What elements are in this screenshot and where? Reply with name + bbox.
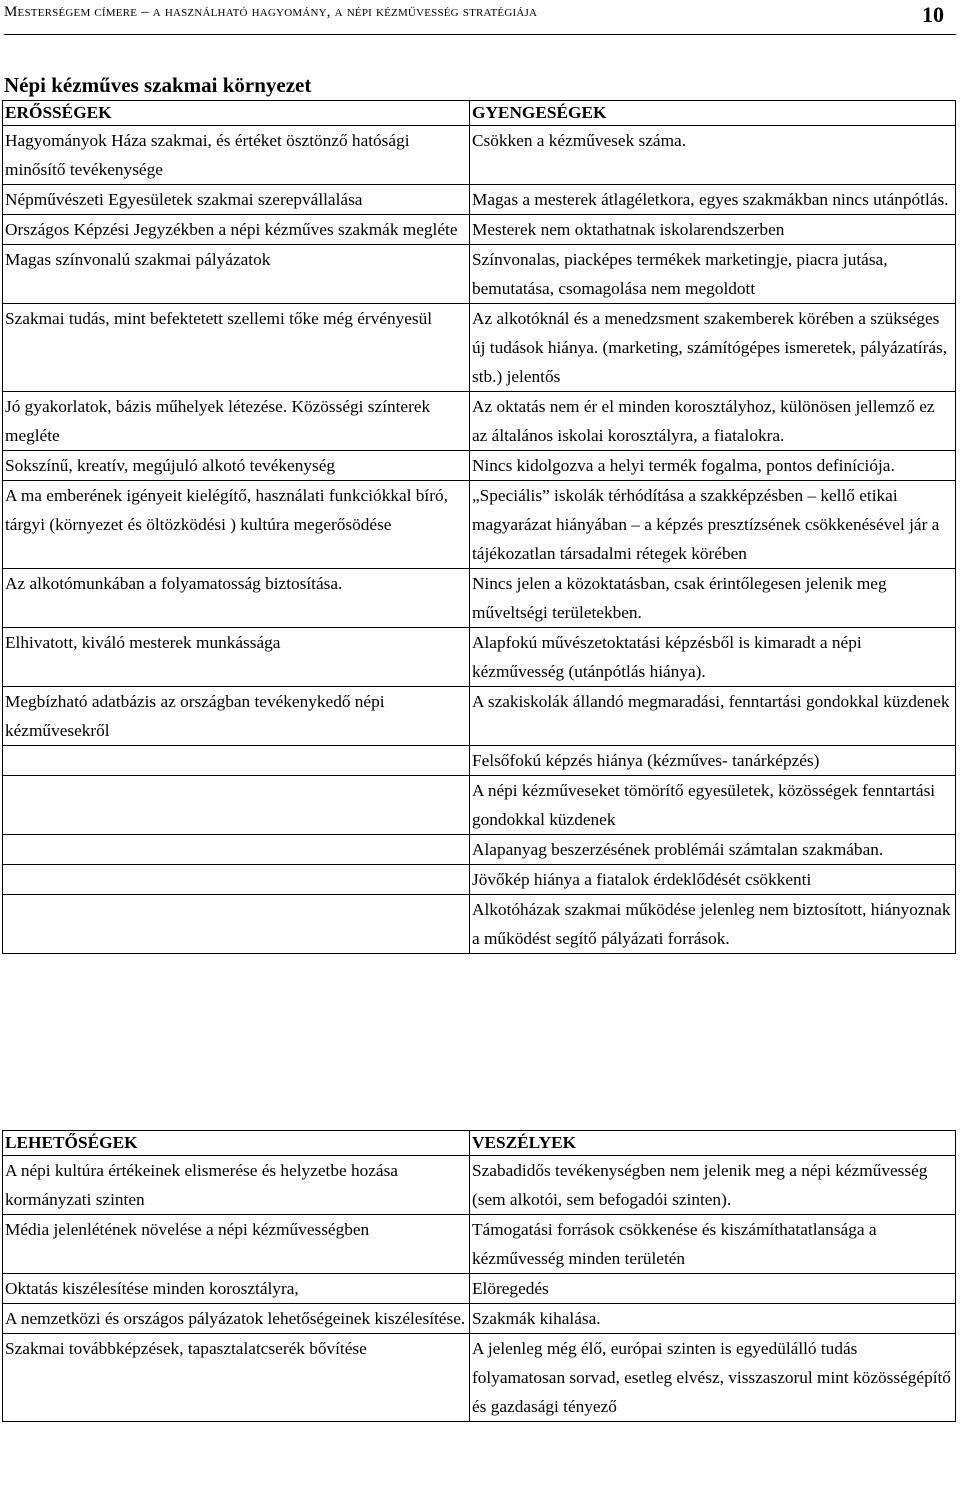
left-cell: Népművészeti Egyesületek szakmai szerepvállalása (3, 185, 470, 215)
right-cell: Jövőkép hiánya a fiatalok érdeklődését csökkenti (470, 865, 956, 895)
right-cell: Alapanyag beszerzésének problémái számtalan szakmában. (470, 835, 956, 865)
right-cell: A népi kézműveseket tömörítő egyesületek, közösségek fenntartási gondokkal küzdenek (470, 776, 956, 835)
table-header-row (3, 101, 956, 126)
right-cell: Szakmák kihalása. (470, 1304, 956, 1334)
left-cell: A ma emberének igényeit kielégítő, használati funkciókkal bíró, tárgyi (környezet és öltözködési ) kultúra megerősödése (3, 481, 470, 569)
page-number: 10 (922, 2, 944, 27)
threats-header: VESZÉLYEK (470, 1131, 956, 1156)
table-row (3, 126, 956, 185)
table-row (3, 865, 956, 895)
table-row (3, 895, 956, 954)
left-cell: Hagyományok Háza szakmai, és értéket ösztönző hatósági minősítő tevékenysége (3, 126, 470, 185)
table-row (3, 451, 956, 481)
table-row (3, 687, 956, 746)
opportunities-header: LEHETŐSÉGEK (3, 1131, 470, 1156)
table-row (3, 746, 956, 776)
left-cell: A nemzetközi és országos pályázatok lehetőségeinek kiszélesítése. (3, 1304, 470, 1334)
table-row (3, 245, 956, 304)
right-cell: Alkotóházak szakmai működése jelenleg nem biztosított, hiányoznak a működést segítő pályázati források. (470, 895, 956, 954)
right-cell: Mesterek nem oktathatnak iskolarendszerben (470, 215, 956, 245)
table-header-row (3, 1131, 956, 1156)
right-cell: Nincs kidolgozva a helyi termék fogalma, pontos definíciója. (470, 451, 956, 481)
weaknesses-header: GYENGESÉGEK (470, 101, 956, 126)
right-cell: A jelenleg még élő, európai szinten is egyedülálló tudás folyamatosan sorvad, esetleg elvész, visszaszorul mint közösségépítő és gazdasági tényező (470, 1334, 956, 1422)
right-cell: A szakiskolák állandó megmaradási, fenntartási gondokkal küzdenek (470, 687, 956, 746)
left-cell: Szakmai továbbképzések, tapasztalatcserék bővítése (3, 1334, 470, 1422)
right-cell: Magas a mesterek átlagéletkora, egyes szakmákban nincs utánpótlás. (470, 185, 956, 215)
right-cell: Felsőfokú képzés hiánya (kézműves- tanárképzés) (470, 746, 956, 776)
table-row (3, 1274, 956, 1304)
left-cell: Országos Képzési Jegyzékben a népi kézműves szakmák megléte (3, 215, 470, 245)
left-cell: Megbízható adatbázis az országban tevékenykedő népi kézművesekről (3, 687, 470, 746)
section-title: Népi kézműves szakmai környezet (4, 73, 312, 97)
right-cell: Az alkotóknál és a menedzsment szakemberek körében a szükséges új tudások hiánya. (marketing, számítógépes ismeretek, pályázatírás, stb.) jelentős (470, 304, 956, 392)
table-row (3, 304, 956, 392)
left-cell (3, 895, 470, 954)
left-cell (3, 746, 470, 776)
running-title: Mesterségem címere – a használható hagyomány, a népi kézművesség stratégiája (4, 4, 538, 20)
page-header (4, 0, 956, 35)
strengths-weaknesses-table (2, 100, 956, 954)
table-row (3, 185, 956, 215)
strengths-header: ERŐSSÉGEK (3, 101, 470, 126)
table-row (3, 481, 956, 569)
left-cell: Sokszínű, kreatív, megújuló alkotó tevékenység (3, 451, 470, 481)
table-row (3, 215, 956, 245)
table-row (3, 1334, 956, 1422)
right-cell: Támogatási források csökkenése és kiszámíthatatlansága a kézművesség minden területén (470, 1215, 956, 1274)
table-row (3, 392, 956, 451)
left-cell (3, 865, 470, 895)
right-cell: Szabadidős tevékenységben nem jelenik meg a népi kézművesség (sem alkotói, sem befogadói szinten). (470, 1156, 956, 1215)
right-cell: Csökken a kézművesek száma. (470, 126, 956, 185)
left-cell (3, 835, 470, 865)
right-cell: Színvonalas, piacképes termékek marketingje, piacra jutása, bemutatása, csomagolása nem megoldott (470, 245, 956, 304)
left-cell: Média jelenlétének növelése a népi kézművességben (3, 1215, 470, 1274)
right-cell: Nincs jelen a közoktatásban, csak érintőlegesen jelenik meg műveltségi területekben. (470, 569, 956, 628)
left-cell (3, 776, 470, 835)
left-cell: Szakmai tudás, mint befektetett szellemi tőke még érvényesül (3, 304, 470, 392)
left-cell: Elhivatott, kiváló mesterek munkássága (3, 628, 470, 687)
table-row (3, 628, 956, 687)
right-cell: „Speciális” iskolák térhódítása a szakképzésben – kellő etikai magyarázat hiányában – a képzés presztízsének csökkenésével jár a tájékozatlan társadalmi rétegek körében (470, 481, 956, 569)
left-cell: Jó gyakorlatok, bázis műhelyek létezése. Közösségi színterek megléte (3, 392, 470, 451)
left-cell: Oktatás kiszélesítése minden korosztályra, (3, 1274, 470, 1304)
left-cell: Magas színvonalú szakmai pályázatok (3, 245, 470, 304)
table-row (3, 776, 956, 835)
table-row (3, 1304, 956, 1334)
table-row (3, 1215, 956, 1274)
table-row (3, 835, 956, 865)
right-cell: Alapfokú művészetoktatási képzésből is kimaradt a népi kézművesség (utánpótlás hiánya). (470, 628, 956, 687)
left-cell: Az alkotómunkában a folyamatosság biztosítása. (3, 569, 470, 628)
table-row (3, 1156, 956, 1215)
table-row (3, 569, 956, 628)
right-cell: Az oktatás nem ér el minden korosztályhoz, különösen jellemző ez az általános iskolai korosztályra, a fiatalokra. (470, 392, 956, 451)
left-cell: A népi kultúra értékeinek elismerése és helyzetbe hozása kormányzati szinten (3, 1156, 470, 1215)
opportunities-threats-table (2, 1130, 956, 1422)
right-cell: Elöregedés (470, 1274, 956, 1304)
